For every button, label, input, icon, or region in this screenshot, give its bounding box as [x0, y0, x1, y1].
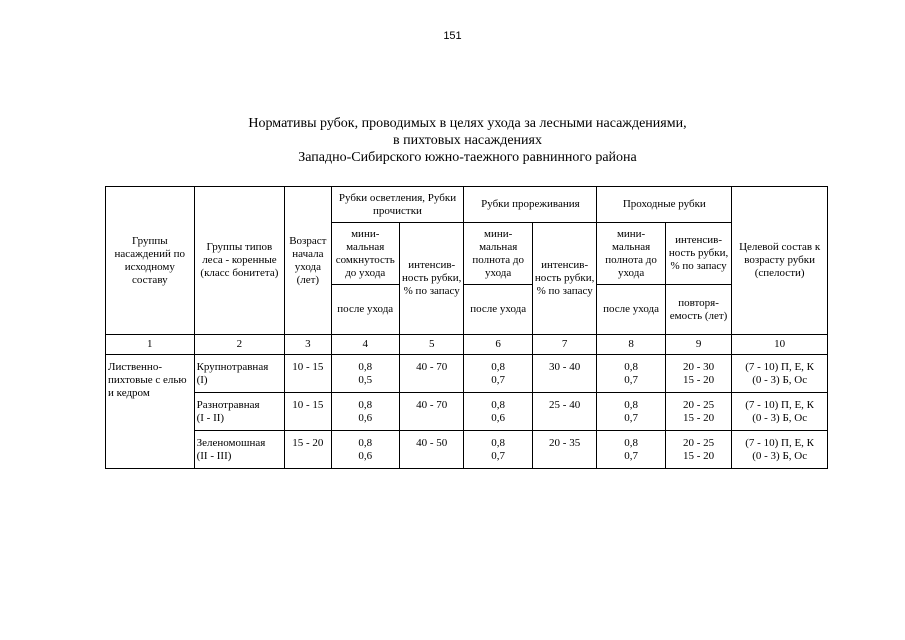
- intensity-repeat-cell: [665, 431, 731, 469]
- target-main: (7 - 10) П, Е, К: [745, 399, 815, 411]
- header-groups-stand: Группы насаждений по исходному составу: [106, 187, 195, 335]
- value-before: 0,8: [491, 361, 506, 373]
- header-intensity-2: интенсив-ность рубки, % по запасу: [532, 223, 596, 335]
- min-density-cell: [464, 431, 532, 469]
- table-row: [106, 355, 828, 393]
- age-cell: 10 - 15: [285, 355, 331, 393]
- min-closure-cell: [331, 431, 399, 469]
- intensity-cell: 30 - 40: [532, 355, 596, 393]
- repeat-value: 15 - 20: [682, 412, 715, 424]
- group-name-cell: Лиственно-пихтовые с елью и кедром: [106, 355, 195, 469]
- value-after: 0,5: [358, 374, 373, 386]
- intensity-value: 20 - 25: [682, 437, 715, 449]
- intensity-value: 20 - 25: [682, 399, 715, 411]
- header-min-density-2: мини-мальная полнота до ухода: [597, 223, 665, 285]
- min-closure-cell: [331, 355, 399, 393]
- value-before: 0,8: [624, 361, 638, 373]
- repeat-value: 15 - 20: [682, 374, 715, 386]
- header-start-age: Возраст начала ухода (лет): [285, 187, 331, 335]
- value-before: 0,8: [358, 399, 373, 411]
- target-main: (7 - 10) П, Е, К: [745, 437, 815, 449]
- column-number: 3: [285, 335, 331, 355]
- table-row: [106, 431, 828, 469]
- page-number: 151: [443, 30, 462, 42]
- forest-type-name: Крупнотравная: [196, 361, 269, 373]
- min-density-cell: [597, 431, 665, 469]
- column-number: 2: [194, 335, 285, 355]
- table-row: [106, 393, 828, 431]
- intensity-cell: 40 - 70: [399, 355, 463, 393]
- min-density-cell: [464, 393, 532, 431]
- value-before: 0,8: [358, 437, 373, 449]
- value-after: 0,7: [624, 412, 638, 424]
- title-line-3: Западно-Сибирского южно-таежного равнинного района: [298, 150, 637, 165]
- value-after: 0,7: [491, 450, 506, 462]
- intensity-cell: 25 - 40: [532, 393, 596, 431]
- min-density-cell: [597, 355, 665, 393]
- target-composition-cell: [732, 355, 828, 393]
- forest-type-name: Зеленомошная: [196, 437, 266, 449]
- target-composition-cell: [732, 393, 828, 431]
- repeat-value: 15 - 20: [682, 450, 715, 462]
- intensity-cell: 40 - 70: [399, 393, 463, 431]
- forest-type-cell: [194, 431, 285, 469]
- forest-type-class: (I - II): [196, 412, 225, 424]
- value-after: 0,6: [358, 412, 373, 424]
- document-title: [0, 115, 905, 166]
- value-before: 0,8: [491, 437, 506, 449]
- intensity-cell: 40 - 50: [399, 431, 463, 469]
- column-number: 6: [464, 335, 532, 355]
- column-number: 9: [665, 335, 731, 355]
- forest-type-class: (I): [196, 374, 208, 386]
- value-before: 0,8: [491, 399, 506, 411]
- value-before: 0,8: [358, 361, 373, 373]
- header-after-care-2: после ухода: [464, 285, 532, 335]
- title-line-2: в пихтовых насаждениях: [393, 133, 542, 148]
- column-number: 5: [399, 335, 463, 355]
- header-passage: Проходные рубки: [597, 187, 732, 223]
- target-admixture: (0 - 3) Б, Ос: [752, 412, 808, 424]
- forest-type-cell: [194, 393, 285, 431]
- header-intensity-3: интенсив-ность рубки, % по запасу: [665, 223, 731, 285]
- target-composition-cell: [732, 431, 828, 469]
- norms-table: [105, 186, 828, 469]
- intensity-repeat-cell: [665, 393, 731, 431]
- min-closure-cell: [331, 393, 399, 431]
- forest-type-cell: [194, 355, 285, 393]
- intensity-value: 20 - 30: [682, 361, 715, 373]
- target-admixture: (0 - 3) Б, Ос: [752, 374, 808, 386]
- header-after-care-3: после ухода: [597, 285, 665, 335]
- column-number: 8: [597, 335, 665, 355]
- target-admixture: (0 - 3) Б, Ос: [752, 450, 808, 462]
- title-line-1: Нормативы рубок, проводимых в целях ухода за лесными насаждениями,: [248, 116, 687, 131]
- min-density-cell: [464, 355, 532, 393]
- value-after: 0,7: [624, 450, 638, 462]
- header-intensity-1: интенсив-ность рубки, % по запасу: [399, 223, 463, 335]
- value-before: 0,8: [624, 437, 638, 449]
- value-after: 0,6: [491, 412, 506, 424]
- value-after: 0,7: [491, 374, 506, 386]
- column-number: 10: [732, 335, 828, 355]
- forest-type-class: (II - III): [196, 450, 232, 462]
- forest-type-name: Разнотравная: [196, 399, 260, 411]
- column-number: 1: [106, 335, 195, 355]
- header-min-density-1: мини-мальная полнота до ухода: [464, 223, 532, 285]
- min-density-cell: [597, 393, 665, 431]
- value-before: 0,8: [624, 399, 638, 411]
- value-after: 0,6: [358, 450, 373, 462]
- column-number-row: [106, 335, 828, 355]
- header-repeatability: повторя-емость (лет): [665, 285, 731, 335]
- intensity-repeat-cell: [665, 355, 731, 393]
- header-target: Целевой состав к возрасту рубки (спелости): [732, 187, 828, 335]
- header-thinning: Рубки прореживания: [464, 187, 597, 223]
- header-min-closure: мини-мальная сомкнутость до ухода: [331, 223, 399, 285]
- header-clearing: Рубки осветления, Рубки прочистки: [331, 187, 464, 223]
- header-after-care-1: после ухода: [331, 285, 399, 335]
- header-forest-types: Группы типов леса - коренные (класс бонитета): [194, 187, 285, 335]
- age-cell: 15 - 20: [285, 431, 331, 469]
- value-after: 0,7: [624, 374, 638, 386]
- age-cell: 10 - 15: [285, 393, 331, 431]
- target-main: (7 - 10) П, Е, К: [745, 361, 815, 373]
- column-number: 4: [331, 335, 399, 355]
- column-number: 7: [532, 335, 596, 355]
- intensity-cell: 20 - 35: [532, 431, 596, 469]
